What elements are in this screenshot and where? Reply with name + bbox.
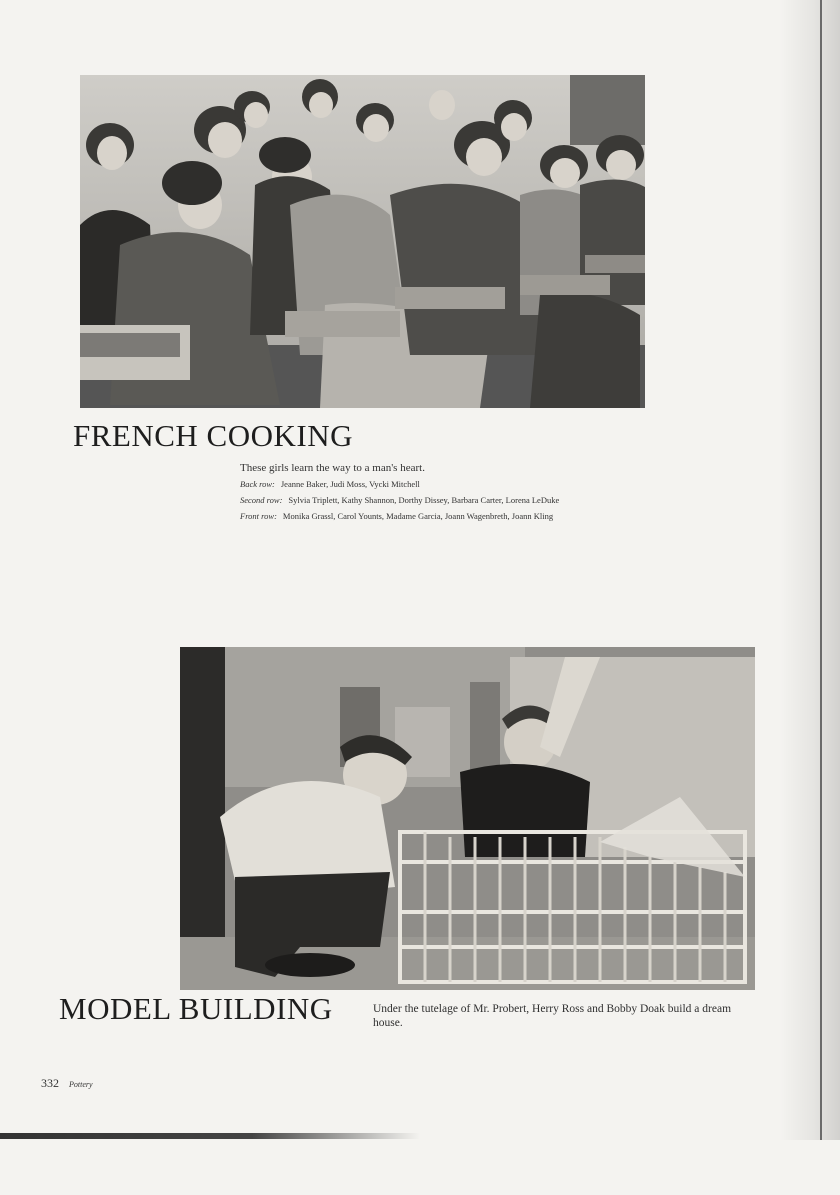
french-cooking-photo [80, 75, 645, 408]
row-names: Monika Grassl, Carol Younts, Madame Garcia, Joann Wagenbreth, Joann Kling [282, 511, 554, 521]
page-edge-line [820, 0, 822, 1140]
caption-row-front [240, 508, 640, 524]
model-building-caption: Under the tutelage of Mr. Probert, Herry Ross and Bobby Doak build a dream house. [373, 1003, 732, 1029]
footer-section-name: Pottery [69, 1080, 93, 1089]
caption-row-back [240, 476, 640, 492]
row-label: Front row: [240, 511, 277, 521]
french-cooking-title: FRENCH COOKING [73, 418, 353, 453]
row-label: Back row: [240, 479, 275, 489]
model-building-title: MODEL BUILDING [59, 991, 333, 1026]
page-number: 332 [41, 1076, 59, 1090]
page-bottom-edge [0, 1133, 420, 1139]
row-label: Second row: [240, 495, 283, 505]
page-binding-shadow [780, 0, 840, 1140]
row-names: Jeanne Baker, Judi Moss, Vycki Mitchell [280, 479, 420, 489]
page-footer [41, 1076, 93, 1091]
row-names: Sylvia Triplett, Kathy Shannon, Dorthy Dissey, Barbara Carter, Lorena LeDuke [288, 495, 560, 505]
french-cooking-caption-block [240, 460, 640, 524]
french-cooking-caption: These girls learn the way to a man's heart. [240, 462, 425, 474]
caption-row-second [240, 492, 640, 508]
model-building-photo [180, 647, 755, 990]
